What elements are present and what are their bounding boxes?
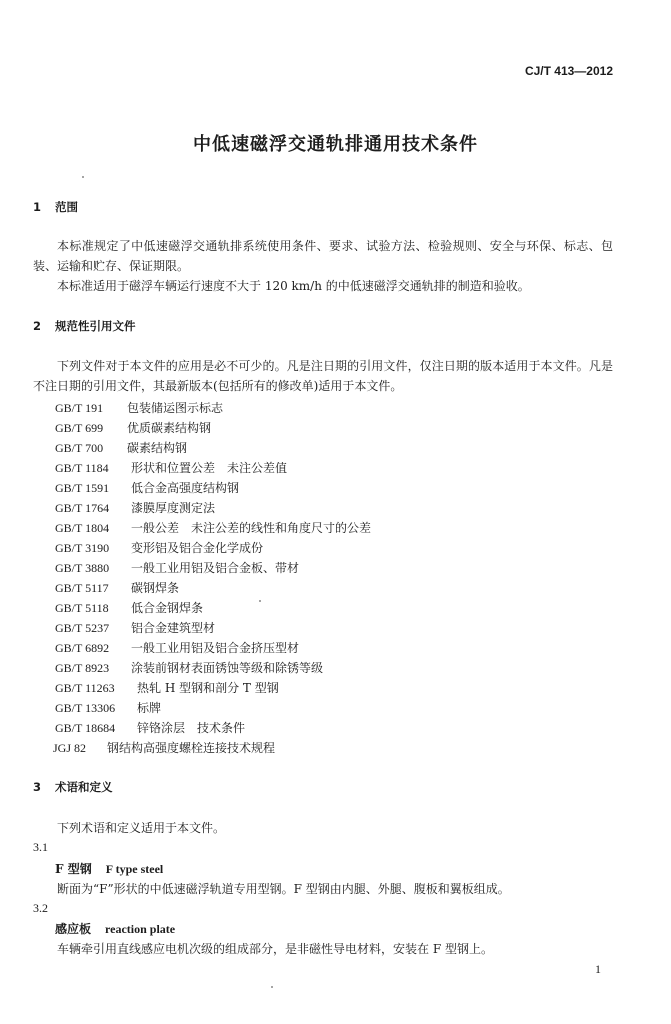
reference-code: GB/T 700 xyxy=(55,441,104,455)
term-name-en: reaction plate xyxy=(105,922,176,936)
reference-item xyxy=(55,638,615,658)
page-number: 1 xyxy=(595,962,601,976)
reference-title: 低合金钢焊条 xyxy=(131,601,204,615)
reference-title: 锌铬涂层 技术条件 xyxy=(137,721,246,735)
reference-item xyxy=(53,738,615,758)
reference-code: GB/T 1804 xyxy=(55,521,110,535)
section-title: 规范性引用文件 xyxy=(55,319,136,333)
reference-list xyxy=(55,398,615,758)
reference-code: GB/T 13306 xyxy=(55,701,116,715)
reference-code: GB/T 5237 xyxy=(55,621,110,635)
document-title: 中低速磁浮交通轨排通用技术条件 xyxy=(193,134,478,155)
reference-code: GB/T 191 xyxy=(55,401,104,415)
standard-code: CJ/T 413—2012 xyxy=(524,64,613,78)
scan-speck xyxy=(82,176,84,178)
term-definition: 断面为“F”形状的中低速磁浮轨道专用型钢。F 型钢由内腿、外腿、腹板和翼板组成。 xyxy=(57,882,510,896)
reference-title: 热轧 H 型钢和剖分 T 型钢 xyxy=(137,681,279,695)
reference-title: 标牌 xyxy=(137,701,162,715)
reference-item xyxy=(55,658,615,678)
reference-title: 低合金高强度结构钢 xyxy=(131,481,240,495)
reference-item xyxy=(55,458,615,478)
scan-speck xyxy=(271,986,273,988)
reference-title: 变形铝及铝合金化学成份 xyxy=(131,541,264,555)
term-name-cn: 感应板 xyxy=(55,922,92,936)
reference-code: GB/T 5117 xyxy=(55,581,109,595)
reference-code: GB/T 699 xyxy=(55,421,104,435)
scan-speck xyxy=(259,600,261,602)
reference-title: 一般工业用铝及铝合金板、带材 xyxy=(131,561,300,575)
reference-title: 优质碳素结构钢 xyxy=(127,421,212,435)
reference-item xyxy=(55,498,615,518)
section-title: 范围 xyxy=(55,200,78,214)
reference-item xyxy=(55,678,615,698)
section-title: 术语和定义 xyxy=(55,780,113,794)
reference-code: GB/T 1764 xyxy=(55,501,110,515)
reference-item xyxy=(55,718,615,738)
reference-title: 包装储运图示标志 xyxy=(127,401,224,415)
reference-title: 钢结构高强度螺栓连接技术规程 xyxy=(107,741,276,755)
scope-paragraph-2: 本标准适用于磁浮车辆运行速度不大于 120 km/h 的中低速磁浮交通轨排的制造和验收。 xyxy=(57,279,530,293)
reference-code: GB/T 8923 xyxy=(55,661,110,675)
normative-intro-paragraph: 下列文件对于本文件的应用是必不可少的。凡是注日期的引用文件，仅注日期的版本适用于本文件。凡是不注日期的引用文件，其最新版本(包括所有的修改单)适用于本文件。 xyxy=(33,359,613,393)
reference-code: GB/T 5118 xyxy=(55,601,109,615)
reference-title: 一般公差 未注公差的线性和角度尺寸的公差 xyxy=(131,521,372,535)
reference-item xyxy=(55,438,615,458)
reference-code: GB/T 6892 xyxy=(55,641,110,655)
reference-title: 形状和位置公差 未注公差值 xyxy=(131,461,288,475)
reference-title: 一般工业用铝及铝合金挤压型材 xyxy=(131,641,300,655)
term-number: 3.1 xyxy=(33,840,48,854)
term-name-en: F type steel xyxy=(105,862,164,876)
reference-item xyxy=(55,518,615,538)
term-definition: 车辆牵引用直线感应电机次级的组成部分，是非磁性导电材料，安装在 F 型钢上。 xyxy=(57,942,493,956)
reference-item xyxy=(55,538,615,558)
reference-code: GB/T 3880 xyxy=(55,561,110,575)
term-number: 3.2 xyxy=(33,901,48,915)
reference-item xyxy=(55,598,615,618)
term-name xyxy=(55,920,175,937)
reference-title: 漆膜厚度测定法 xyxy=(131,501,216,515)
terms-intro: 下列术语和定义适用于本文件。 xyxy=(57,821,226,835)
reference-item xyxy=(55,578,615,598)
reference-code: GB/T 1184 xyxy=(55,461,109,475)
reference-item xyxy=(55,698,615,718)
reference-code: GB/T 1591 xyxy=(55,481,110,495)
section-number: 1 xyxy=(33,200,42,214)
section-heading-scope xyxy=(33,199,78,215)
reference-item xyxy=(55,398,615,418)
reference-item xyxy=(55,418,615,438)
reference-code: JGJ 82 xyxy=(53,741,87,755)
reference-item xyxy=(55,618,615,638)
reference-code: GB/T 18684 xyxy=(55,721,116,735)
reference-code: GB/T 3190 xyxy=(55,541,110,555)
section-number: 3 xyxy=(33,780,42,794)
reference-title: 涂装前钢材表面锈蚀等级和除锈等级 xyxy=(131,661,324,675)
term-name-cn: F 型钢 xyxy=(55,862,92,876)
reference-title: 碳素结构钢 xyxy=(127,441,188,455)
reference-title: 碳钢焊条 xyxy=(131,581,180,595)
scope-paragraph-1: 本标准规定了中低速磁浮交通轨排系统使用条件、要求、试验方法、检验规则、安全与环保、标志、包装、运输和贮存、保证期限。 xyxy=(33,239,613,273)
section-number: 2 xyxy=(33,319,42,333)
reference-item xyxy=(55,478,615,498)
reference-title: 铝合金建筑型材 xyxy=(131,621,216,635)
term-name xyxy=(55,860,163,877)
section-heading-terms xyxy=(33,779,113,795)
reference-item xyxy=(55,558,615,578)
section-heading-normative-references xyxy=(33,318,136,334)
reference-code: GB/T 11263 xyxy=(55,681,115,695)
